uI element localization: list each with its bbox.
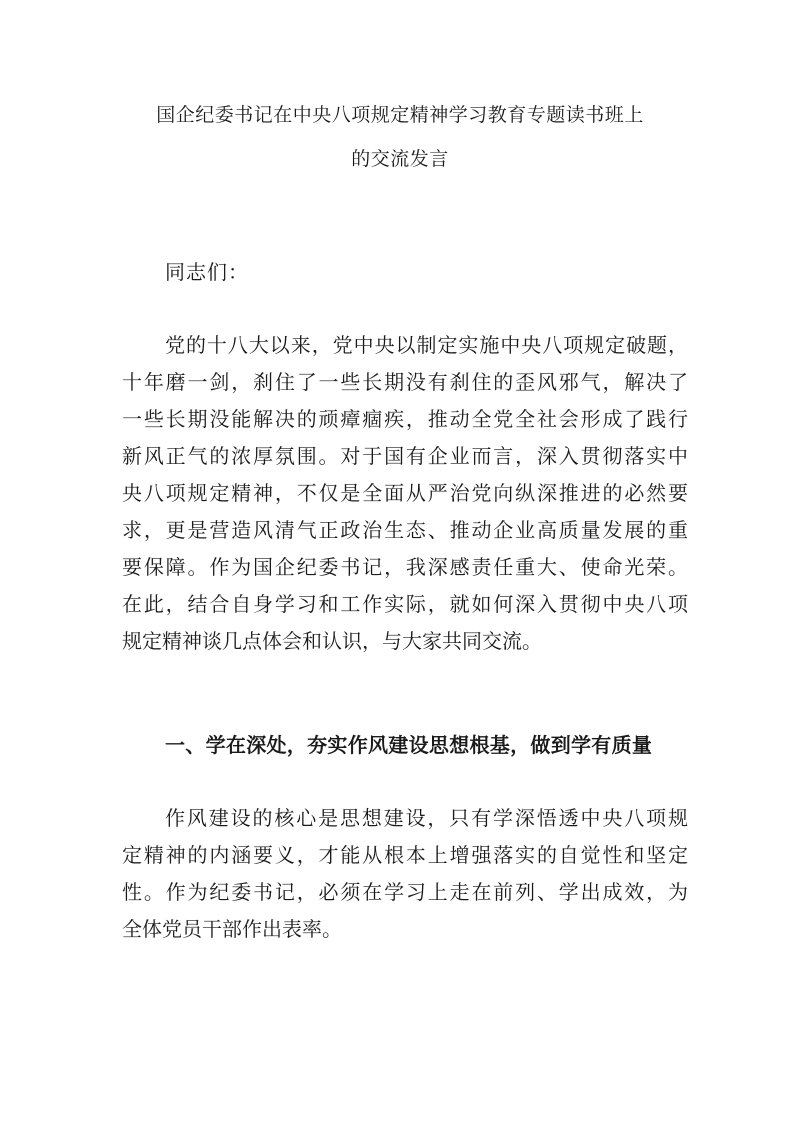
paragraph-line: 在此，结合自身学习和工作实际，就如何深入贯彻中央八项 bbox=[122, 592, 688, 616]
paragraph-section-1 bbox=[122, 800, 688, 948]
paragraph-line: 定精神的内涵要义，才能从根本上增强落实的自觉性和坚定 bbox=[122, 843, 688, 867]
paragraph-line: 一些长期没能解决的顽瘴痼疾，推动全党全社会形成了践行 bbox=[122, 407, 688, 431]
salutation: 同志们： bbox=[165, 260, 249, 284]
paragraph-line: 规定精神谈几点体会和认识，与大家共同交流。 bbox=[122, 629, 542, 653]
document-title-line-2: 的交流发言 bbox=[351, 148, 449, 170]
paragraph-line: 央八项规定精神，不仅是全面从严治党向纵深推进的必然要 bbox=[122, 481, 688, 505]
paragraph-line: 作风建设的核心是思想建设，只有学深悟透中央八项规 bbox=[165, 806, 688, 830]
paragraph-line: 要保障。作为国企纪委书记，我深感责任重大、使命光荣。 bbox=[122, 555, 688, 579]
paragraph-line: 十年磨一剑，刹住了一些长期没有刹住的歪风邪气，解决了 bbox=[122, 370, 688, 394]
document-title-line-1: 国企纪委书记在中央八项规定精神学习教育专题读书班上 bbox=[156, 104, 644, 126]
paragraph-line: 全体党员干部作出表率。 bbox=[122, 917, 342, 941]
paragraph-line: 新风正气的浓厚氛围。对于国有企业而言，深入贯彻落实中 bbox=[122, 444, 688, 468]
section-heading-1: 一、学在深处，夯实作风建设思想根基，做到学有质量 bbox=[165, 733, 653, 757]
paragraph-intro bbox=[122, 327, 688, 660]
paragraph-line: 求，更是营造风清气正政治生态、推动企业高质量发展的重 bbox=[122, 518, 688, 542]
paragraph-line: 党的十八大以来，党中央以制定实施中央八项规定破题， bbox=[165, 333, 688, 357]
paragraph-line: 性。作为纪委书记，必须在学习上走在前列、学出成效，为 bbox=[122, 880, 688, 904]
